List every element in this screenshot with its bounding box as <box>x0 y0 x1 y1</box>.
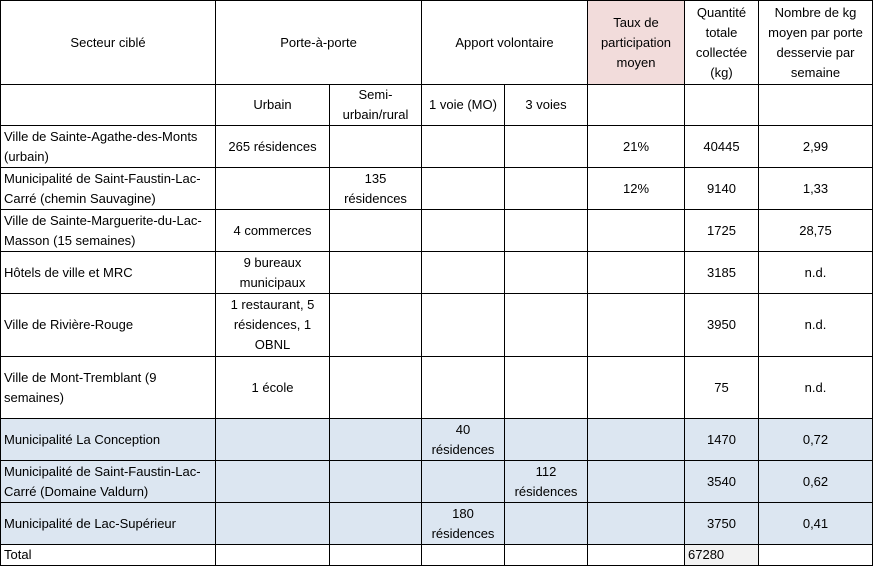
header-quantite-totale: Quantité totale collectée (kg) <box>685 1 759 85</box>
table-row <box>1 126 873 168</box>
cell-secteur: Hôtels de ville et MRC <box>1 252 216 294</box>
cell-taux <box>588 357 685 419</box>
subheader-urbain: Urbain <box>216 85 330 126</box>
cell-semi <box>330 294 422 357</box>
table-row <box>1 503 873 545</box>
cell-1-voie <box>422 126 505 168</box>
cell-semi <box>330 419 422 461</box>
subheader-empty <box>1 85 216 126</box>
cell-quantite: 75 <box>685 357 759 419</box>
cell-3-voies <box>505 168 588 210</box>
cell-3-voies: 112 résidences <box>505 461 588 503</box>
cell-quantite: 3185 <box>685 252 759 294</box>
cell-urbain <box>216 503 330 545</box>
cell-3-voies <box>505 126 588 168</box>
subheader-1-voie: 1 voie (MO) <box>422 85 505 126</box>
cell-semi <box>330 461 422 503</box>
cell-taux <box>588 252 685 294</box>
cell-1-voie <box>422 294 505 357</box>
cell-1-voie: 40 résidences <box>422 419 505 461</box>
cell-secteur: Ville de Rivière-Rouge <box>1 294 216 357</box>
cell-kg: 0,72 <box>759 419 873 461</box>
cell-quantite: 3540 <box>685 461 759 503</box>
cell-urbain: 1 restaurant, 5 résidences, 1 OBNL <box>216 294 330 357</box>
table-row <box>1 168 873 210</box>
table-row <box>1 419 873 461</box>
cell-3-voies <box>505 503 588 545</box>
cell-secteur: Municipalité La Conception <box>1 419 216 461</box>
cell-3-voies <box>505 210 588 252</box>
cell-1-voie <box>422 210 505 252</box>
subheader-semi-urbain: Semi-urbain/rural <box>330 85 422 126</box>
header-taux-participation: Taux de participation moyen <box>588 1 685 85</box>
header-apport-volontaire: Apport volontaire <box>422 1 588 85</box>
total-label: Total <box>1 545 216 566</box>
table-row <box>1 461 873 503</box>
cell-semi <box>330 357 422 419</box>
table-row <box>1 294 873 357</box>
header-secteur: Secteur ciblé <box>1 1 216 85</box>
cell-urbain: 265 résidences <box>216 126 330 168</box>
cell-urbain <box>216 168 330 210</box>
header-kg-moyen: Nombre de kg moyen par porte desservie par semaine <box>759 1 873 85</box>
cell-taux <box>588 419 685 461</box>
cell-quantite: 3950 <box>685 294 759 357</box>
cell-quantite: 9140 <box>685 168 759 210</box>
cell-1-voie: 180 résidences <box>422 503 505 545</box>
cell-1-voie <box>422 461 505 503</box>
subheader-empty <box>588 85 685 126</box>
cell-taux <box>588 210 685 252</box>
cell-3-voies <box>505 419 588 461</box>
cell-taux <box>588 461 685 503</box>
subheader-row <box>1 85 873 126</box>
cell-3-voies <box>505 294 588 357</box>
cell-1-voie <box>422 357 505 419</box>
cell-secteur: Ville de Mont-Tremblant (9 semaines) <box>1 357 216 419</box>
cell-quantite: 40445 <box>685 126 759 168</box>
cell-1-voie <box>422 252 505 294</box>
total-empty <box>505 545 588 566</box>
total-empty <box>330 545 422 566</box>
cell-taux: 12% <box>588 168 685 210</box>
cell-secteur: Municipalité de Saint-Faustin-Lac-Carré (Domaine Valdurn) <box>1 461 216 503</box>
cell-secteur: Municipalité de Lac-Supérieur <box>1 503 216 545</box>
cell-1-voie <box>422 168 505 210</box>
cell-quantite: 1725 <box>685 210 759 252</box>
cell-kg: 0,41 <box>759 503 873 545</box>
cell-semi <box>330 252 422 294</box>
cell-secteur: Municipalité de Saint-Faustin-Lac-Carré (chemin Sauvagine) <box>1 168 216 210</box>
cell-3-voies <box>505 252 588 294</box>
total-empty <box>216 545 330 566</box>
cell-secteur: Ville de Sainte-Marguerite-du-Lac-Masson (15 semaines) <box>1 210 216 252</box>
cell-kg: 2,99 <box>759 126 873 168</box>
cell-semi <box>330 503 422 545</box>
cell-quantite: 1470 <box>685 419 759 461</box>
cell-urbain <box>216 419 330 461</box>
total-row <box>1 545 873 566</box>
cell-urbain: 4 commerces <box>216 210 330 252</box>
cell-semi: 135 résidences <box>330 168 422 210</box>
cell-urbain: 1 école <box>216 357 330 419</box>
cell-kg: 28,75 <box>759 210 873 252</box>
table-row <box>1 252 873 294</box>
table-row <box>1 210 873 252</box>
cell-secteur: Ville de Sainte-Agathe-des-Monts (urbain) <box>1 126 216 168</box>
cell-taux <box>588 503 685 545</box>
cell-kg: 1,33 <box>759 168 873 210</box>
cell-kg: n.d. <box>759 252 873 294</box>
cell-semi <box>330 210 422 252</box>
total-quantite: 67280 <box>685 545 759 566</box>
table-row <box>1 357 873 419</box>
cell-kg: n.d. <box>759 357 873 419</box>
cell-urbain: 9 bureaux municipaux <box>216 252 330 294</box>
cell-urbain <box>216 461 330 503</box>
total-empty <box>588 545 685 566</box>
subheader-empty <box>759 85 873 126</box>
cell-kg: n.d. <box>759 294 873 357</box>
subheader-3-voies: 3 voies <box>505 85 588 126</box>
header-row <box>1 1 873 85</box>
cell-taux: 21% <box>588 126 685 168</box>
total-empty <box>759 545 873 566</box>
cell-taux <box>588 294 685 357</box>
cell-semi <box>330 126 422 168</box>
total-empty <box>422 545 505 566</box>
cell-3-voies <box>505 357 588 419</box>
header-porte-a-porte: Porte-à-porte <box>216 1 422 85</box>
cell-quantite: 3750 <box>685 503 759 545</box>
subheader-empty <box>685 85 759 126</box>
cell-kg: 0,62 <box>759 461 873 503</box>
